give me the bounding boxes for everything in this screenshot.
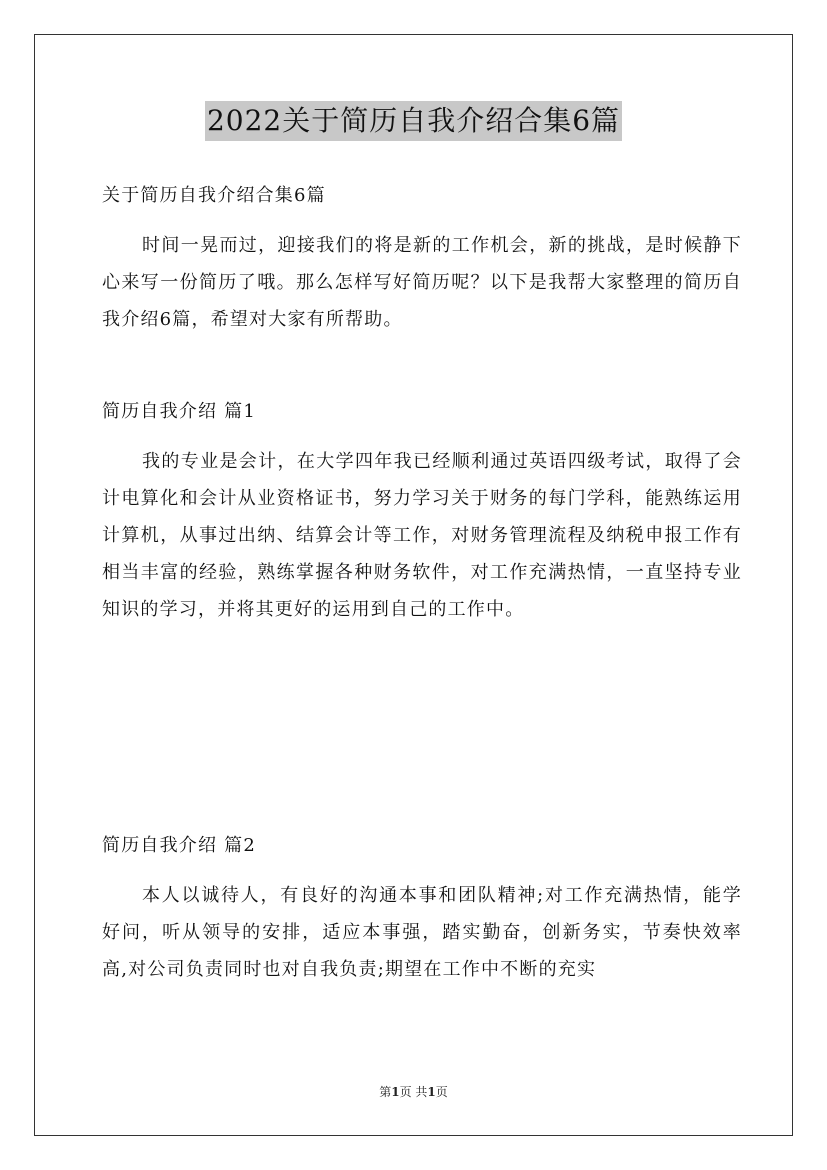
- intro-paragraph: 时间一晃而过，迎接我们的将是新的工作机会，新的挑战，是时候静下心来写一份简历了哦。那么怎样写好简历呢？以下是我帮大家整理的简历自我介绍6篇，希望对大家有所帮助。: [102, 235, 742, 330]
- section-heading-1: 简历自我介绍 篇1: [102, 401, 256, 422]
- section-heading-2: 简历自我介绍 篇2: [102, 835, 256, 856]
- section-body-1: 我的专业是会计，在大学四年我已经顺利通过英语四级考试，取得了会计电算化和会计从业资格证书，努力学习关于财务的每门学科，能熟练运用计算机，从事过出纳、结算会计等工作，对财务管理流程及纳税申报工作有相当丰富的经验，熟练掌握各种财务软件，对工作充满热情，一直坚持专业知识的学习，并将其更好的运用到自己的工作中。: [102, 451, 742, 620]
- footer-suffix: 页: [435, 1085, 448, 1099]
- footer-page-number: 1: [391, 1085, 400, 1099]
- footer-prefix: 第: [379, 1085, 392, 1099]
- document-title: 2022关于简历自我介绍合集6篇: [205, 101, 622, 141]
- title-container: [0, 101, 827, 141]
- section-body-2: 本人以诚待人，有良好的沟通本事和团队精神;对工作充满热情，能学好问，听从领导的安排，适应本事强，踏实勤奋，创新务实，节奏快效率高,对公司负责同时也对自我负责;期望在工作中不断的充实: [102, 885, 742, 980]
- footer-mid: 页 共: [399, 1085, 428, 1099]
- page-footer: [0, 1083, 827, 1100]
- footer-total-pages: 1: [427, 1085, 436, 1099]
- document-subtitle: 关于简历自我介绍合集6篇: [102, 185, 326, 206]
